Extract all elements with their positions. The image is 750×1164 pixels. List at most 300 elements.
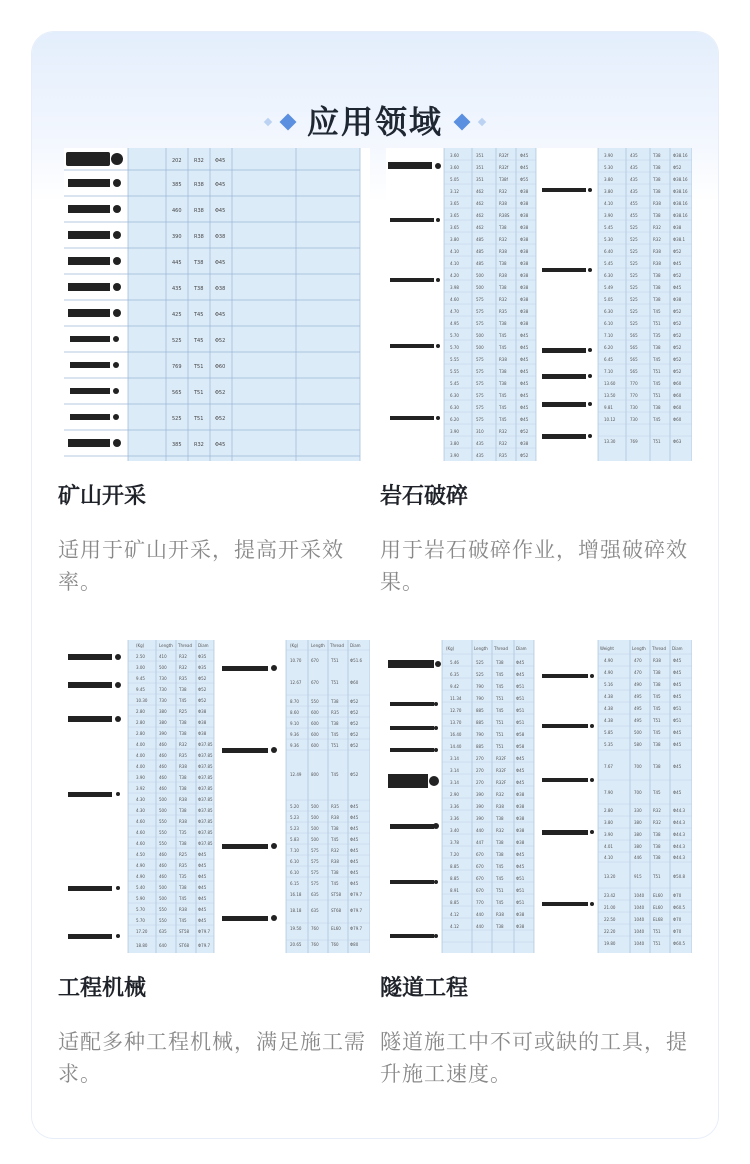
svg-text:8.70: 8.70 (290, 699, 299, 704)
svg-text:435: 435 (476, 441, 484, 446)
svg-text:Φ38: Φ38 (215, 234, 226, 240)
svg-text:462: 462 (476, 225, 484, 230)
svg-text:3.65: 3.65 (450, 201, 459, 206)
svg-text:270: 270 (476, 768, 484, 773)
svg-text:6.10: 6.10 (604, 321, 613, 326)
svg-text:Φ51: Φ51 (516, 696, 525, 701)
svg-text:3.90: 3.90 (604, 832, 613, 837)
svg-text:Φ45: Φ45 (516, 780, 525, 785)
svg-text:Φ45: Φ45 (198, 907, 207, 912)
svg-text:730: 730 (630, 417, 638, 422)
svg-text:Φ45: Φ45 (215, 312, 226, 318)
svg-text:T45: T45 (496, 900, 504, 905)
svg-text:9.45: 9.45 (136, 676, 145, 681)
svg-text:T45: T45 (194, 312, 204, 318)
svg-text:3.65: 3.65 (450, 225, 459, 230)
svg-text:Φ52: Φ52 (215, 416, 226, 422)
svg-text:4.90: 4.90 (604, 670, 613, 675)
svg-text:Φ45: Φ45 (673, 764, 682, 769)
svg-text:Φ45: Φ45 (673, 682, 682, 687)
svg-text:22.20: 22.20 (604, 929, 616, 934)
svg-text:Φ45: Φ45 (516, 768, 525, 773)
svg-text:Φ45: Φ45 (516, 864, 525, 869)
svg-text:Φ37.85: Φ37.85 (198, 764, 213, 769)
svg-text:435: 435 (630, 153, 638, 158)
svg-text:380: 380 (634, 832, 642, 837)
svg-text:525: 525 (630, 321, 638, 326)
svg-text:T38: T38 (496, 924, 504, 929)
svg-text:T51: T51 (194, 364, 204, 370)
svg-text:Φ51.6: Φ51.6 (350, 658, 363, 663)
item-title-mining: 矿山开采 (58, 484, 147, 509)
svg-text:4.95: 4.95 (450, 321, 459, 326)
svg-text:Φ38: Φ38 (520, 297, 529, 302)
svg-text:435: 435 (630, 189, 638, 194)
svg-text:6.30: 6.30 (604, 273, 613, 278)
svg-text:R32: R32 (653, 225, 661, 230)
svg-text:Φ44.3: Φ44.3 (673, 820, 686, 825)
svg-text:4.50: 4.50 (136, 852, 145, 857)
svg-text:575: 575 (476, 357, 484, 362)
svg-text:600: 600 (311, 732, 319, 737)
svg-text:21.00: 21.00 (604, 905, 616, 910)
item-title-tunnel: 隧道工程 (380, 976, 469, 1001)
svg-text:Φ38: Φ38 (516, 792, 525, 797)
svg-text:Φ35: Φ35 (198, 665, 207, 670)
svg-text:Φ45: Φ45 (215, 158, 226, 164)
svg-text:T38: T38 (653, 189, 661, 194)
svg-text:T38: T38 (653, 165, 661, 170)
svg-text:Φ45: Φ45 (516, 672, 525, 677)
svg-text:T38: T38 (653, 855, 661, 860)
svg-text:R35: R35 (331, 710, 339, 715)
svg-text:R32: R32 (179, 654, 187, 659)
svg-text:Φ79.7: Φ79.7 (198, 943, 211, 948)
svg-text:500: 500 (311, 826, 319, 831)
svg-text:T51: T51 (496, 720, 504, 725)
svg-text:670: 670 (311, 658, 319, 663)
svg-text:T38: T38 (653, 670, 661, 675)
svg-text:5.70: 5.70 (136, 918, 145, 923)
svg-text:485: 485 (476, 261, 484, 266)
svg-text:T45: T45 (653, 381, 661, 386)
svg-text:T35: T35 (179, 830, 187, 835)
svg-text:460: 460 (159, 742, 167, 747)
svg-text:R35: R35 (499, 309, 507, 314)
svg-text:790: 790 (476, 684, 484, 689)
svg-text:5.70: 5.70 (136, 907, 145, 912)
svg-text:885: 885 (476, 720, 484, 725)
svg-text:T38: T38 (179, 808, 187, 813)
svg-text:Φ45: Φ45 (520, 369, 529, 374)
svg-text:Φ38.1: Φ38.1 (673, 237, 686, 242)
svg-text:4.38: 4.38 (604, 706, 613, 711)
svg-text:525: 525 (630, 273, 638, 278)
svg-text:T51: T51 (331, 743, 339, 748)
svg-text:R35: R35 (179, 753, 187, 758)
svg-text:T38: T38 (496, 660, 504, 665)
svg-text:T45: T45 (496, 708, 504, 713)
svg-text:635: 635 (311, 892, 319, 897)
svg-text:Φ60: Φ60 (673, 417, 682, 422)
svg-text:500: 500 (159, 808, 167, 813)
svg-text:T38: T38 (499, 381, 507, 386)
svg-text:13.60: 13.60 (604, 381, 616, 386)
svg-text:4.60: 4.60 (450, 297, 459, 302)
svg-text:Φ37.85: Φ37.85 (198, 830, 213, 835)
svg-text:575: 575 (476, 393, 484, 398)
svg-text:3.60: 3.60 (450, 153, 459, 158)
svg-text:Diam: Diam (198, 643, 209, 648)
svg-text:13.20: 13.20 (604, 874, 616, 879)
svg-text:6.20: 6.20 (450, 417, 459, 422)
svg-text:Φ45: Φ45 (673, 285, 682, 290)
svg-text:10.12: 10.12 (604, 417, 616, 422)
svg-text:575: 575 (476, 417, 484, 422)
svg-text:Φ60: Φ60 (350, 680, 359, 685)
svg-text:Diam: Diam (516, 646, 527, 651)
svg-text:Φ79.7: Φ79.7 (198, 929, 211, 934)
svg-text:T45: T45 (499, 393, 507, 398)
svg-text:1040: 1040 (634, 929, 645, 934)
svg-text:Φ45: Φ45 (350, 848, 359, 853)
svg-text:13.30: 13.30 (604, 439, 616, 444)
svg-text:550: 550 (159, 918, 167, 923)
svg-text:390: 390 (172, 234, 182, 240)
svg-text:Φ51: Φ51 (516, 684, 525, 689)
svg-text:760: 760 (311, 942, 319, 947)
svg-text:T51: T51 (194, 390, 204, 396)
svg-text:R35: R35 (179, 863, 187, 868)
svg-text:T51: T51 (653, 321, 661, 326)
svg-text:T38: T38 (499, 321, 507, 326)
svg-text:3.80: 3.80 (604, 189, 613, 194)
svg-text:T35: T35 (653, 333, 661, 338)
section-title: 应用领域 (306, 103, 443, 141)
svg-text:385: 385 (172, 442, 182, 448)
item-desc-tunnel: 隧道施工中不可或缺的工具，提升施工速度。 (380, 1030, 688, 1086)
svg-text:EL68: EL68 (653, 917, 663, 922)
svg-text:Φ52: Φ52 (673, 369, 682, 374)
svg-text:460: 460 (159, 863, 167, 868)
svg-text:460: 460 (159, 764, 167, 769)
svg-text:Φ52: Φ52 (520, 429, 529, 434)
svg-text:T38: T38 (179, 720, 187, 725)
svg-text:T38: T38 (653, 405, 661, 410)
svg-text:2.50: 2.50 (136, 654, 145, 659)
svg-text:R32F: R32F (496, 756, 507, 761)
svg-text:575: 575 (476, 297, 484, 302)
svg-text:T45: T45 (499, 417, 507, 422)
svg-text:8.91: 8.91 (450, 888, 459, 893)
svg-text:Diam: Diam (672, 646, 683, 651)
section-header (32, 92, 718, 152)
svg-text:500: 500 (476, 285, 484, 290)
svg-text:T38: T38 (331, 721, 339, 726)
svg-text:447: 447 (476, 840, 484, 845)
svg-text:T51: T51 (653, 393, 661, 398)
svg-text:670: 670 (476, 888, 484, 893)
svg-text:351: 351 (476, 165, 484, 170)
svg-text:Φ37.85: Φ37.85 (198, 753, 213, 758)
svg-text:Φ60.5: Φ60.5 (673, 905, 686, 910)
svg-text:Length: Length (474, 646, 488, 651)
svg-text:Φ45: Φ45 (198, 896, 207, 901)
svg-text:R32f: R32f (499, 153, 509, 158)
svg-text:4.20: 4.20 (450, 273, 459, 278)
svg-text:3.14: 3.14 (450, 780, 459, 785)
svg-text:3.14: 3.14 (450, 768, 459, 773)
svg-text:ST58: ST58 (179, 929, 190, 934)
svg-text:4.90: 4.90 (136, 863, 145, 868)
svg-text:R38: R38 (499, 249, 507, 254)
svg-text:525: 525 (630, 261, 638, 266)
svg-text:Φ45: Φ45 (520, 153, 529, 158)
svg-text:Φ51: Φ51 (516, 708, 525, 713)
product-table-image-tunnel (386, 640, 692, 953)
svg-text:R35: R35 (179, 676, 187, 681)
svg-text:Φ60: Φ60 (673, 405, 682, 410)
svg-text:Φ45: Φ45 (215, 182, 226, 188)
svg-text:R38S: R38S (499, 213, 510, 218)
svg-text:Φ38.16: Φ38.16 (673, 189, 688, 194)
svg-text:Φ45: Φ45 (350, 815, 359, 820)
svg-text:R32: R32 (194, 442, 204, 448)
svg-text:R32: R32 (499, 237, 507, 242)
svg-text:Φ45: Φ45 (520, 405, 529, 410)
product-table-graphic (64, 640, 370, 953)
svg-text:5.45: 5.45 (604, 261, 613, 266)
svg-text:4.10: 4.10 (450, 249, 459, 254)
svg-text:T45: T45 (653, 417, 661, 422)
svg-text:T38: T38 (179, 731, 187, 736)
svg-text:Φ52: Φ52 (673, 357, 682, 362)
svg-text:500: 500 (311, 815, 319, 820)
svg-text:R32: R32 (653, 820, 661, 825)
svg-text:770: 770 (630, 381, 638, 386)
svg-text:3.90: 3.90 (136, 775, 145, 780)
svg-text:4.30: 4.30 (136, 808, 145, 813)
svg-text:Φ52: Φ52 (673, 165, 682, 170)
svg-text:T45: T45 (653, 694, 661, 699)
svg-text:2.80: 2.80 (136, 731, 145, 736)
svg-text:730: 730 (630, 405, 638, 410)
svg-text:Φ79.7: Φ79.7 (350, 908, 363, 913)
svg-text:390: 390 (476, 792, 484, 797)
svg-text:380: 380 (159, 709, 167, 714)
svg-text:Φ38: Φ38 (520, 237, 529, 242)
svg-text:Weight: Weight (600, 646, 614, 651)
item-title-machinery: 工程机械 (58, 976, 147, 1001)
svg-text:T38f: T38f (499, 177, 508, 182)
svg-text:Φ45: Φ45 (198, 852, 207, 857)
svg-text:T51: T51 (653, 369, 661, 374)
svg-text:425: 425 (172, 312, 182, 318)
svg-text:470: 470 (634, 670, 642, 675)
svg-text:R32: R32 (331, 848, 339, 853)
svg-text:Φ58: Φ58 (516, 732, 525, 737)
product-table-graphic (64, 148, 370, 461)
svg-text:(Kg): (Kg) (446, 646, 455, 651)
svg-text:5.90: 5.90 (136, 896, 145, 901)
svg-text:390: 390 (476, 804, 484, 809)
svg-text:T38: T38 (653, 844, 661, 849)
svg-text:700: 700 (634, 790, 642, 795)
svg-text:Φ45: Φ45 (198, 863, 207, 868)
svg-text:2.80: 2.80 (604, 808, 613, 813)
svg-text:455: 455 (630, 201, 638, 206)
svg-text:R38: R38 (653, 658, 661, 663)
svg-text:ST68: ST68 (179, 943, 190, 948)
svg-text:T38: T38 (653, 213, 661, 218)
svg-text:Φ52: Φ52 (215, 390, 226, 396)
svg-text:Φ37.85: Φ37.85 (198, 819, 213, 824)
svg-text:Φ38: Φ38 (520, 261, 529, 266)
svg-text:Φ45: Φ45 (520, 165, 529, 170)
svg-text:2.80: 2.80 (136, 709, 145, 714)
svg-text:T38: T38 (653, 742, 661, 747)
svg-text:640: 640 (159, 943, 167, 948)
svg-text:Φ38: Φ38 (516, 912, 525, 917)
svg-text:13.70: 13.70 (450, 720, 462, 725)
svg-text:770: 770 (630, 393, 638, 398)
svg-text:550: 550 (159, 841, 167, 846)
svg-text:Φ38: Φ38 (215, 286, 226, 292)
svg-text:R38: R38 (499, 357, 507, 362)
svg-text:Φ38.16: Φ38.16 (673, 153, 688, 158)
svg-text:575: 575 (311, 848, 319, 853)
svg-text:202: 202 (172, 158, 182, 164)
svg-text:9.45: 9.45 (136, 687, 145, 692)
svg-text:3.98: 3.98 (450, 285, 459, 290)
svg-text:730: 730 (159, 687, 167, 692)
svg-text:Φ52: Φ52 (673, 309, 682, 314)
svg-text:Φ52: Φ52 (215, 338, 226, 344)
svg-text:462: 462 (476, 213, 484, 218)
svg-text:495: 495 (634, 706, 642, 711)
svg-text:525: 525 (630, 285, 638, 290)
svg-text:Φ45: Φ45 (520, 345, 529, 350)
svg-text:575: 575 (311, 859, 319, 864)
svg-text:5.16: 5.16 (604, 682, 613, 687)
svg-text:Φ55: Φ55 (520, 177, 529, 182)
svg-text:Φ51: Φ51 (516, 720, 525, 725)
svg-text:3.90: 3.90 (450, 453, 459, 458)
svg-text:Φ45: Φ45 (198, 874, 207, 879)
svg-text:Φ44.3: Φ44.3 (673, 832, 686, 837)
svg-text:Φ44.3: Φ44.3 (673, 855, 686, 860)
svg-text:R38: R38 (179, 907, 187, 912)
svg-text:Φ45: Φ45 (673, 694, 682, 699)
svg-text:330: 330 (634, 808, 642, 813)
svg-text:462: 462 (476, 201, 484, 206)
svg-text:5.05: 5.05 (604, 297, 613, 302)
svg-text:270: 270 (476, 780, 484, 785)
svg-text:Φ52: Φ52 (350, 699, 359, 704)
svg-text:Φ45: Φ45 (516, 852, 525, 857)
svg-text:T45: T45 (496, 672, 504, 677)
svg-text:575: 575 (476, 309, 484, 314)
svg-text:R32: R32 (499, 297, 507, 302)
svg-text:470: 470 (634, 658, 642, 663)
svg-text:485: 485 (476, 237, 484, 242)
svg-text:Φ52: Φ52 (350, 710, 359, 715)
svg-text:17.20: 17.20 (136, 929, 148, 934)
svg-text:3.92: 3.92 (136, 786, 145, 791)
svg-text:Φ45: Φ45 (350, 837, 359, 842)
svg-text:T51: T51 (653, 874, 661, 879)
svg-text:3.90: 3.90 (604, 213, 613, 218)
svg-text:460: 460 (159, 874, 167, 879)
svg-text:T45: T45 (499, 405, 507, 410)
svg-text:700: 700 (634, 764, 642, 769)
svg-text:500: 500 (159, 885, 167, 890)
svg-text:Φ52: Φ52 (350, 743, 359, 748)
svg-text:380: 380 (634, 820, 642, 825)
svg-text:R38: R38 (499, 273, 507, 278)
svg-text:Φ45: Φ45 (215, 208, 226, 214)
svg-text:310: 310 (476, 429, 484, 434)
svg-text:490: 490 (634, 682, 642, 687)
svg-text:R32: R32 (179, 665, 187, 670)
svg-text:R38: R38 (179, 819, 187, 824)
svg-text:12.70: 12.70 (450, 708, 462, 713)
svg-text:9.42: 9.42 (450, 684, 459, 689)
svg-text:Φ38: Φ38 (520, 273, 529, 278)
svg-text:500: 500 (311, 804, 319, 809)
svg-text:600: 600 (311, 743, 319, 748)
svg-text:446: 446 (634, 855, 642, 860)
svg-text:670: 670 (311, 680, 319, 685)
svg-text:5.85: 5.85 (604, 730, 613, 735)
svg-text:18.80: 18.80 (136, 943, 148, 948)
svg-text:3.40: 3.40 (450, 828, 459, 833)
svg-text:T38: T38 (499, 225, 507, 230)
svg-text:565: 565 (630, 357, 638, 362)
svg-text:1040: 1040 (634, 917, 645, 922)
svg-text:5.55: 5.55 (450, 357, 459, 362)
svg-text:Φ52: Φ52 (673, 333, 682, 338)
svg-text:Φ52: Φ52 (350, 721, 359, 726)
svg-text:5.23: 5.23 (290, 826, 299, 831)
svg-text:390: 390 (476, 816, 484, 821)
svg-text:460: 460 (159, 775, 167, 780)
svg-text:T38: T38 (331, 699, 339, 704)
svg-text:500: 500 (634, 730, 642, 735)
svg-text:8.85: 8.85 (450, 900, 459, 905)
svg-text:3.36: 3.36 (450, 804, 459, 809)
svg-text:525: 525 (630, 309, 638, 314)
svg-text:Φ45: Φ45 (215, 260, 226, 266)
svg-text:550: 550 (159, 819, 167, 824)
svg-text:T38: T38 (653, 285, 661, 290)
svg-text:ST58: ST58 (331, 892, 342, 897)
svg-text:R32: R32 (499, 441, 507, 446)
svg-text:Φ38: Φ38 (520, 225, 529, 230)
svg-text:8.60: 8.60 (290, 710, 299, 715)
svg-text:Φ38: Φ38 (516, 924, 525, 929)
svg-text:Φ44.3: Φ44.3 (673, 844, 686, 849)
svg-text:T38: T38 (194, 286, 204, 292)
svg-text:Φ45: Φ45 (520, 381, 529, 386)
svg-text:T45: T45 (194, 338, 204, 344)
svg-text:R32: R32 (194, 158, 204, 164)
svg-text:790: 790 (476, 696, 484, 701)
svg-text:Φ38: Φ38 (516, 804, 525, 809)
svg-text:23.42: 23.42 (604, 893, 616, 898)
svg-text:Φ45: Φ45 (350, 870, 359, 875)
svg-text:Φ38: Φ38 (516, 816, 525, 821)
